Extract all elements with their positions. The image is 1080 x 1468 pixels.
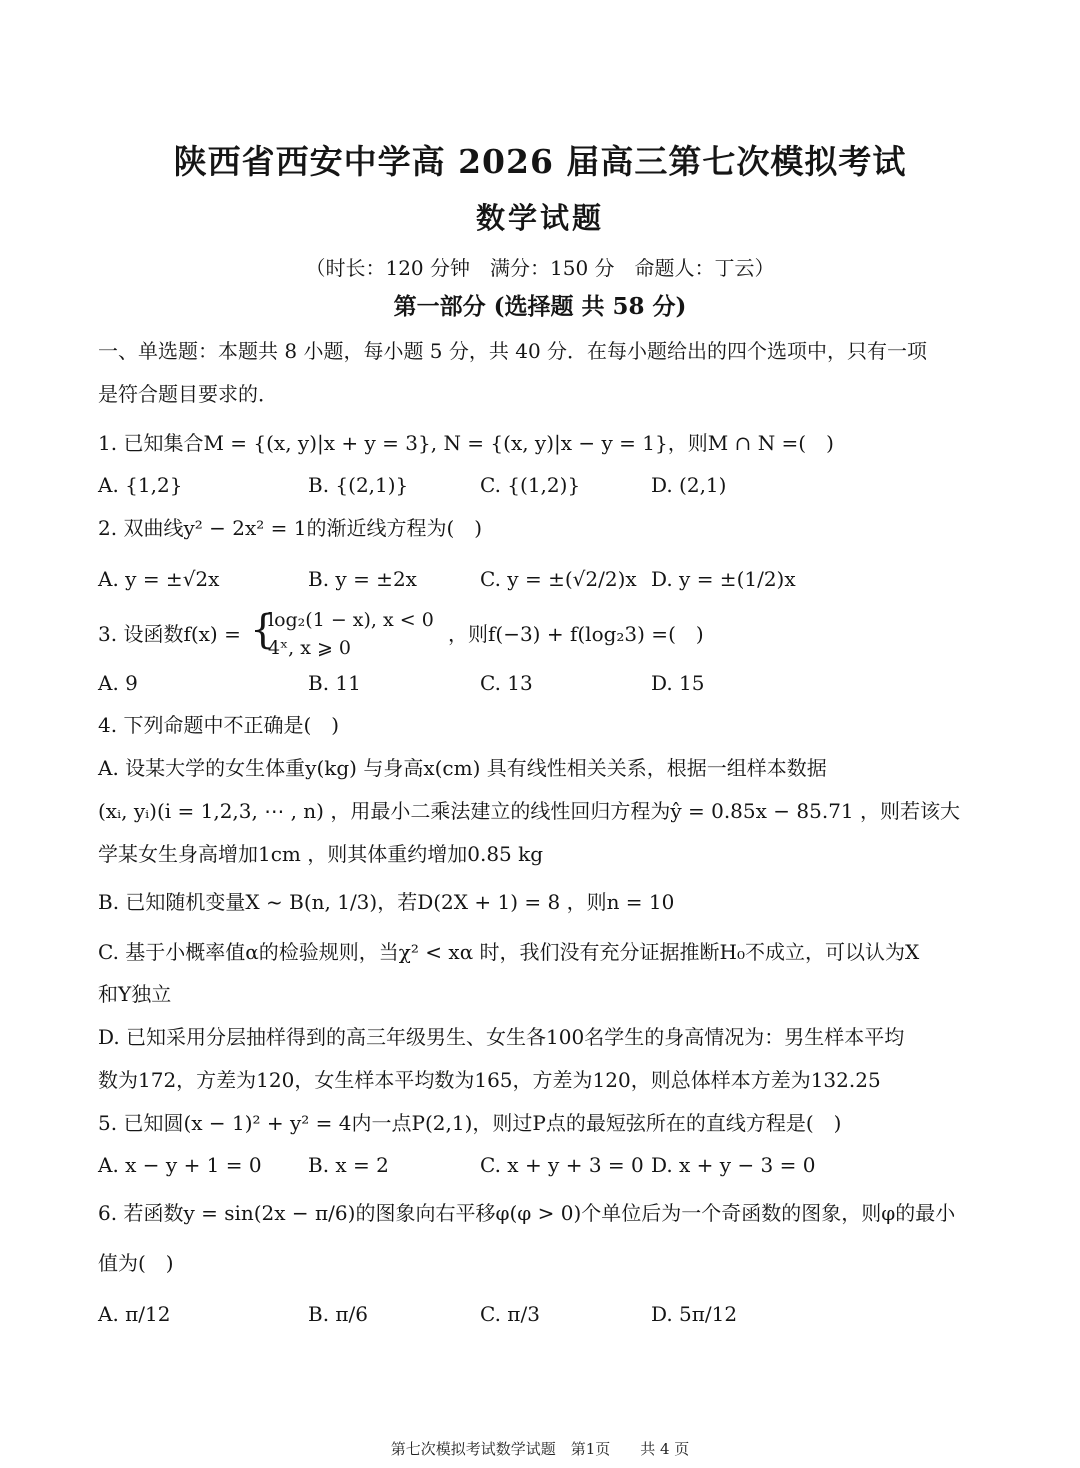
question-3-option-c: C. 13 (480, 671, 533, 695)
question-6-stem-line1: 6. 若函数y = sin(2x − π/6)的图象向右平移φ(φ > 0)个单位后为一个奇函数的图象，则φ的最小 (98, 1201, 956, 1225)
section-instruction-line1: 一、单选题：本题共 8 小题，每小题 5 分，共 40 分．在每小题给出的四个选项中，只有一项 (98, 339, 928, 363)
section-instruction-line2: 是符合题目要求的． (98, 382, 278, 406)
question-5-option-c: C. x + y + 3 = 0 (480, 1153, 644, 1177)
question-4-option-a-line2: (xᵢ, yᵢ)(i = 1,2,3, ⋯ , n) ，用最小二乘法建立的线性回归方程为ŷ = 0.85x − 85.71 ，则若该大 (98, 799, 961, 823)
question-1-option-b: B. {(2,1)} (308, 473, 409, 497)
question-4-option-a-line1: A. 设某大学的女生体重y(kg) 与身高x(cm) 具有线性相关关系，根据一组样本数据 (98, 756, 827, 780)
question-6-stem-line2: 值为( ) (98, 1251, 174, 1275)
question-5-stem: 5. 已知圆(x − 1)² + y² = 4内一点P(2,1)，则过P点的最短弦所在的直线方程是( ) (98, 1111, 842, 1135)
question-3-stem-prefix: 3. 设函数f(x) = (98, 622, 241, 646)
exam-meta: （时长：120 分钟 满分：150 分 命题人：丁云） (305, 256, 775, 280)
question-6-option-a: A. π/12 (98, 1302, 171, 1326)
question-4-option-a-line3: 学某女生身高增加1cm ，则其体重约增加0.85 kg (98, 842, 544, 866)
question-4-option-b: B. 已知随机变量X ~ B(n, 1/3)，若D(2X + 1) = 8 ，则n = 10 (98, 890, 675, 914)
question-3-option-d: D. 15 (651, 671, 705, 695)
question-2-stem: 2. 双曲线y² − 2x² = 1的渐近线方程为( ) (98, 516, 483, 540)
question-3-option-b: B. 11 (308, 671, 361, 695)
question-3-case-1: log₂(1 − x), x < 0 (268, 609, 434, 631)
question-1-stem: 1. 已知集合M = {(x, y)|x + y = 3}, N = {(x, y)|x − y = 1}，则M ∩ N =( ) (98, 431, 834, 455)
question-4-stem: 4. 下列命题中不正确是( ) (98, 713, 340, 737)
question-1-option-d: D. (2,1) (651, 473, 727, 497)
question-1-option-c: C. {(1,2)} (480, 473, 581, 497)
question-1-option-a: A. {1,2} (98, 473, 183, 497)
question-6-option-b: B. π/6 (308, 1302, 369, 1326)
question-3-option-a: A. 9 (98, 671, 138, 695)
question-4-option-c-line1: C. 基于小概率值α的检验规则，当χ² < xα 时，我们没有充分证据推断H₀不成立，可以认为X (98, 940, 920, 964)
question-3-case-2: 4ˣ, x ⩾ 0 (268, 637, 352, 659)
part-heading: 第一部分 (选择题 共 58 分) (393, 293, 687, 320)
question-5-option-b: B. x = 2 (308, 1153, 389, 1177)
page-footer: 第七次模拟考试数学试题 第1页 共 4 页 (390, 1440, 690, 1458)
exam-title: 陕西省西安中学高 2026 届高三第七次模拟考试 (173, 142, 907, 181)
question-5-option-a: A. x − y + 1 = 0 (98, 1153, 262, 1177)
question-4-option-d-line2: 数为172，方差为120，女生样本平均数为165，方差为120，则总体样本方差为132.25 (98, 1068, 881, 1092)
question-2-option-b: B. y = ±2x (308, 567, 417, 591)
question-2-option-d: D. y = ±(1/2)x (651, 567, 796, 591)
exam-subtitle: 数学试题 (475, 201, 604, 235)
question-4-option-c-line2: 和Y独立 (98, 982, 172, 1006)
question-2-option-a: A. y = ±√2x (98, 567, 220, 591)
question-6-option-d: D. 5π/12 (651, 1302, 738, 1326)
question-5-option-d: D. x + y − 3 = 0 (651, 1153, 816, 1177)
question-4-option-d-line1: D. 已知采用分层抽样得到的高三年级男生、女生各100名学生的身高情况为：男生样本平均 (98, 1025, 905, 1049)
question-3-stem-suffix: ，则f(−3) + f(log₂3) =( ) (448, 622, 704, 646)
question-2-option-c: C. y = ±(√2/2)x (480, 567, 637, 591)
question-6-option-c: C. π/3 (480, 1302, 540, 1326)
piecewise-brace: { (250, 607, 276, 653)
